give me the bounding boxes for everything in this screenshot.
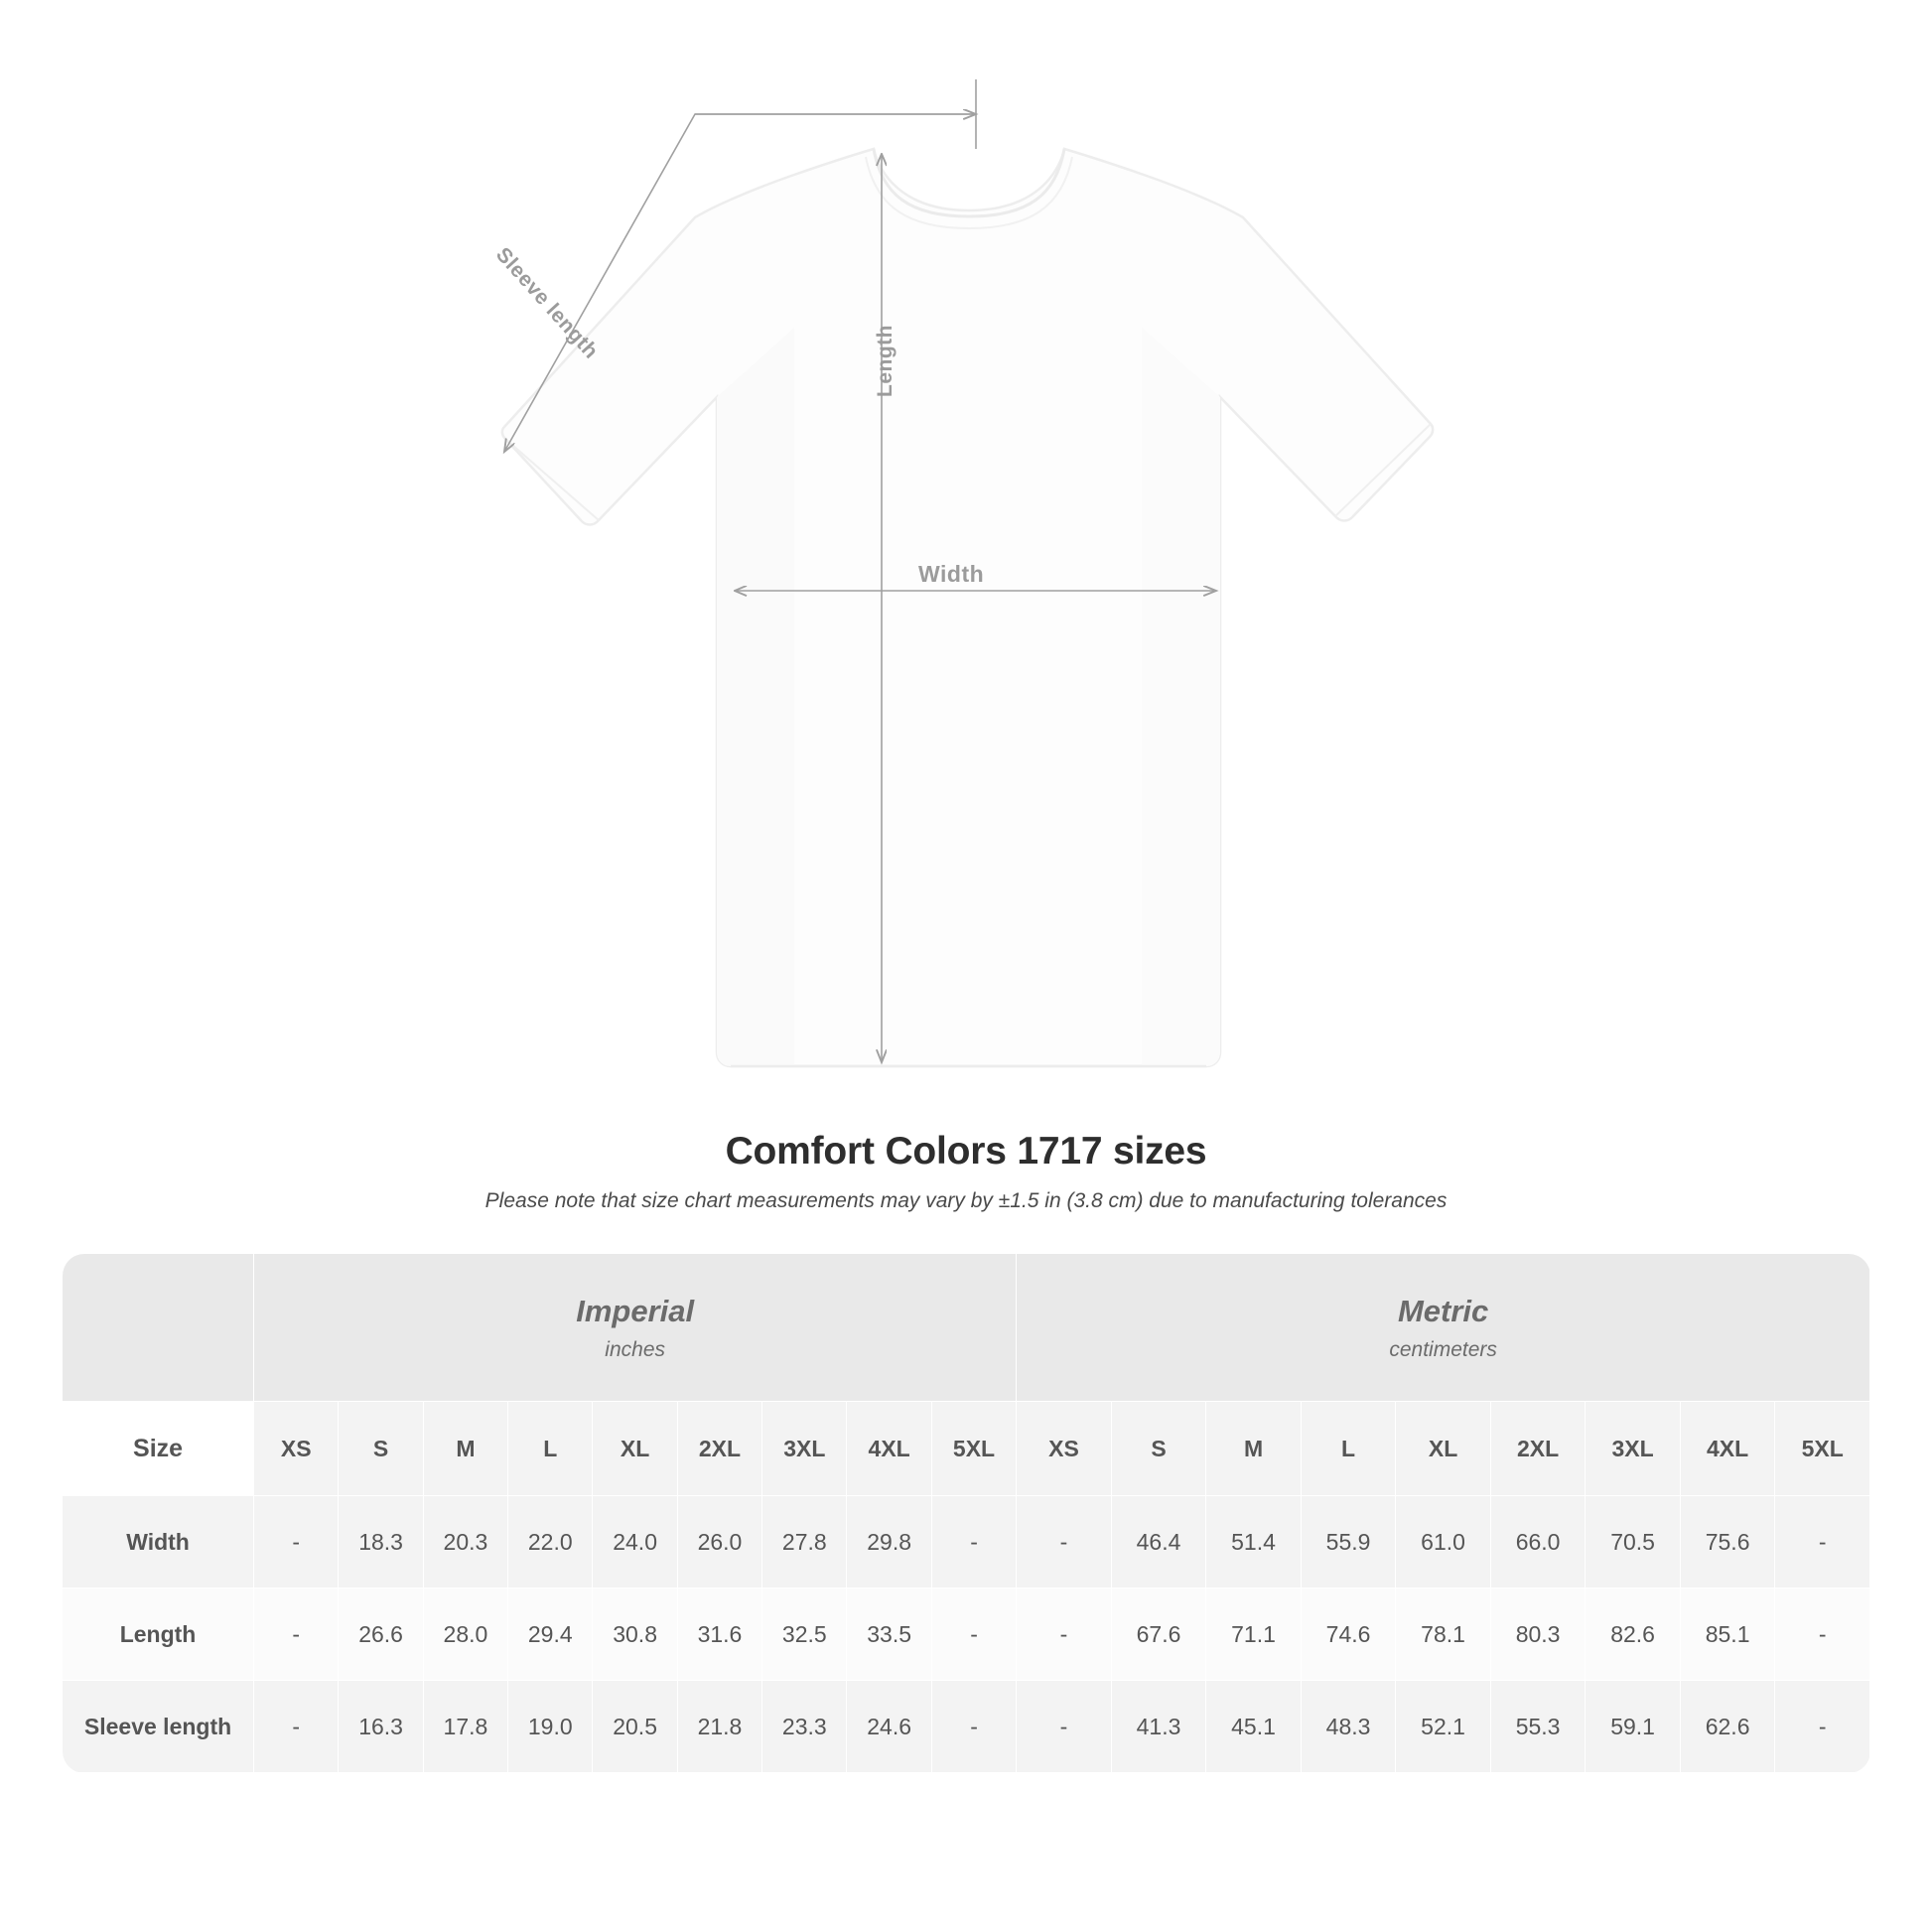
cell-width-imperial-xs: - [254,1496,339,1588]
size-header-imperial-m: M [423,1402,507,1496]
cell-sleeve-metric-2xl: 55.3 [1490,1681,1586,1773]
cell-length-imperial-5xl: - [931,1588,1016,1681]
unit-metric-name: Metric [1397,1293,1489,1328]
size-header-row [63,1402,1870,1496]
cell-sleeve-metric-5xl: - [1775,1681,1870,1773]
size-header-label: Size [63,1402,254,1496]
unit-row-blank [63,1254,254,1402]
size-header-metric-s: S [1111,1402,1206,1496]
cell-sleeve-metric-s: 41.3 [1111,1681,1206,1773]
width-dimension-label: Width [918,561,985,587]
cell-length-metric-3xl: 82.6 [1586,1588,1681,1681]
size-header-metric-5xl: 5XL [1775,1402,1870,1496]
cell-length-imperial-s: 26.6 [339,1588,423,1681]
cell-sleeve-imperial-l: 19.0 [508,1681,593,1773]
unit-header-row [63,1254,1870,1402]
cell-width-imperial-m: 20.3 [423,1496,507,1588]
size-header-metric-4xl: 4XL [1680,1402,1775,1496]
cell-sleeve-imperial-4xl: 24.6 [847,1681,931,1773]
cell-length-imperial-2xl: 31.6 [677,1588,761,1681]
cell-width-metric-l: 55.9 [1301,1496,1396,1588]
size-header-imperial-xs: XS [254,1402,339,1496]
cell-length-imperial-3xl: 32.5 [762,1588,847,1681]
cell-length-metric-2xl: 80.3 [1490,1588,1586,1681]
table-row [63,1681,1870,1773]
cell-width-metric-m: 51.4 [1206,1496,1302,1588]
cell-sleeve-metric-l: 48.3 [1301,1681,1396,1773]
size-header-metric-xs: XS [1017,1402,1112,1496]
cell-sleeve-metric-4xl: 62.6 [1680,1681,1775,1773]
size-header-imperial-4xl: 4XL [847,1402,931,1496]
size-header-metric-l: L [1301,1402,1396,1496]
cell-width-imperial-5xl: - [931,1496,1016,1588]
size-header-metric-m: M [1206,1402,1302,1496]
size-header-metric-2xl: 2XL [1490,1402,1586,1496]
unit-metric-sub: centimeters [1389,1337,1497,1361]
unit-imperial [254,1254,1017,1402]
size-header-metric-3xl: 3XL [1586,1402,1681,1496]
table-row [63,1588,1870,1681]
cell-length-imperial-l: 29.4 [508,1588,593,1681]
cell-width-metric-4xl: 75.6 [1680,1496,1775,1588]
cell-length-imperial-m: 28.0 [423,1588,507,1681]
cell-length-metric-xl: 78.1 [1396,1588,1491,1681]
cell-length-metric-4xl: 85.1 [1680,1588,1775,1681]
cell-width-metric-5xl: - [1775,1496,1870,1588]
cell-width-imperial-4xl: 29.8 [847,1496,931,1588]
size-header-imperial-2xl: 2XL [677,1402,761,1496]
cell-length-imperial-xs: - [254,1588,339,1681]
cell-width-imperial-l: 22.0 [508,1496,593,1588]
size-header-metric-xl: XL [1396,1402,1491,1496]
unit-imperial-name: Imperial [576,1293,695,1328]
cell-sleeve-imperial-xs: - [254,1681,339,1773]
unit-metric [1017,1254,1870,1402]
row-label-length: Length [63,1588,254,1681]
sleeve-length-dimension-label: Sleeve length [490,243,603,363]
cell-width-imperial-xl: 24.0 [593,1496,677,1588]
cell-width-imperial-2xl: 26.0 [677,1496,761,1588]
cell-width-imperial-s: 18.3 [339,1496,423,1588]
cell-sleeve-imperial-5xl: - [931,1681,1016,1773]
cell-sleeve-metric-xs: - [1017,1681,1112,1773]
cell-sleeve-metric-3xl: 59.1 [1586,1681,1681,1773]
tshirt-shape [502,149,1433,1066]
cell-width-metric-2xl: 66.0 [1490,1496,1586,1588]
cell-sleeve-metric-m: 45.1 [1206,1681,1302,1773]
length-dimension-label: Length [874,325,897,397]
cell-width-metric-s: 46.4 [1111,1496,1206,1588]
cell-sleeve-imperial-s: 16.3 [339,1681,423,1773]
size-table-wrapper [62,1253,1870,1773]
row-label-width: Width [63,1496,254,1588]
cell-sleeve-imperial-m: 17.8 [423,1681,507,1773]
cell-length-metric-s: 67.6 [1111,1588,1206,1681]
cell-width-metric-3xl: 70.5 [1586,1496,1681,1588]
tolerance-note: Please note that size chart measurements may vary by ±1.5 in (3.8 cm) due to manufacturing tolerances [484,1189,1448,1212]
page-title: Comfort Colors 1717 sizes [725,1130,1207,1173]
cell-width-metric-xs: - [1017,1496,1112,1588]
cell-sleeve-metric-xl: 52.1 [1396,1681,1491,1773]
size-header-imperial-3xl: 3XL [762,1402,847,1496]
size-header-imperial-xl: XL [593,1402,677,1496]
cell-sleeve-imperial-3xl: 23.3 [762,1681,847,1773]
row-label-sleeve-length: Sleeve length [63,1681,254,1773]
cell-length-metric-l: 74.6 [1301,1588,1396,1681]
cell-sleeve-imperial-xl: 20.5 [593,1681,677,1773]
cell-length-metric-m: 71.1 [1206,1588,1302,1681]
cell-width-imperial-3xl: 27.8 [762,1496,847,1588]
cell-length-imperial-xl: 30.8 [593,1588,677,1681]
cell-sleeve-imperial-2xl: 21.8 [677,1681,761,1773]
unit-imperial-sub: inches [605,1337,665,1361]
cell-width-metric-xl: 61.0 [1396,1496,1491,1588]
chart-heading [0,1130,1932,1213]
size-chart-table [62,1253,1870,1773]
size-header-imperial-5xl: 5XL [931,1402,1016,1496]
cell-length-metric-xs: - [1017,1588,1112,1681]
size-header-imperial-l: L [508,1402,593,1496]
size-header-imperial-s: S [339,1402,423,1496]
cell-length-imperial-4xl: 33.5 [847,1588,931,1681]
cell-length-metric-5xl: - [1775,1588,1870,1681]
table-row [63,1496,1870,1588]
